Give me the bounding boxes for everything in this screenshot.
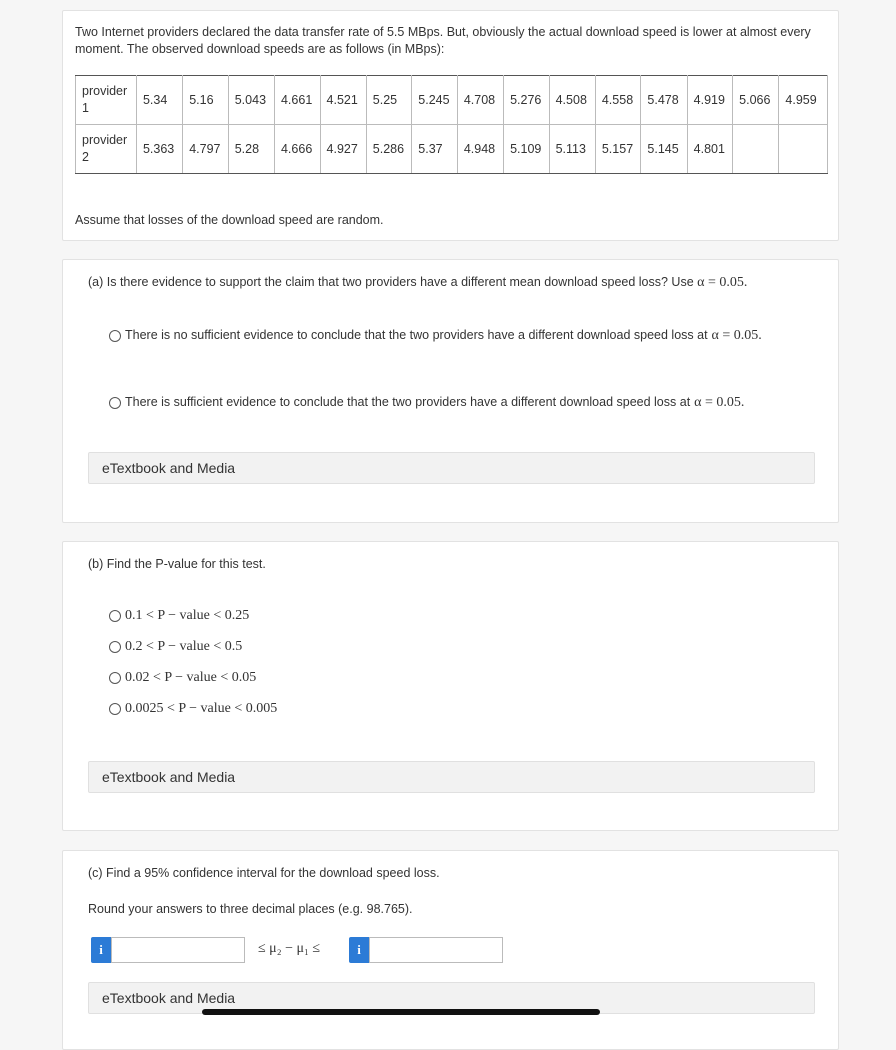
table-cell: 5.245 [412,76,458,125]
upper-bound-input[interactable] [369,937,503,963]
table-row [76,76,828,125]
radio-button[interactable] [109,703,121,715]
horizontal-scrollbar[interactable] [202,1009,600,1015]
table-cell: 5.109 [504,125,550,174]
table-cell: 5.363 [136,125,182,174]
part-b-option-1[interactable] [109,608,249,624]
table-cell: 4.927 [320,125,366,174]
lower-bound-input[interactable] [111,937,245,963]
part-b-question: (b) Find the P-value for this test. [88,557,266,571]
part-b-option-2[interactable] [109,639,242,655]
radio-button[interactable] [109,330,121,342]
etextbook-media-button[interactable]: eTextbook and Media [88,452,815,484]
intro-card [62,10,839,241]
table-cell [779,125,828,174]
part-a-alpha: α = 0.05. [697,275,748,290]
part-a-card [62,259,839,523]
radio-button[interactable] [109,641,121,653]
etextbook-media-button[interactable]: eTextbook and Media [88,982,815,1014]
radio-button[interactable] [109,672,121,684]
option-label: There is sufficient evidence to conclude that the two providers have a different download speed loss at [125,395,691,409]
download-speed-table [75,75,828,174]
table-cell: 4.708 [457,76,503,125]
radio-button[interactable] [109,397,121,409]
table-cell: 5.276 [504,76,550,125]
table-cell: 4.508 [549,76,595,125]
table-cell: 5.145 [641,125,687,174]
table-cell: 5.478 [641,76,687,125]
table-cell: 5.157 [595,125,641,174]
table-cell: 5.37 [412,125,458,174]
option-label: 0.1 < P − value < 0.25 [125,608,250,623]
etextbook-media-button[interactable]: eTextbook and Media [88,761,815,793]
part-b-option-4[interactable] [109,701,277,717]
table-cell: 5.043 [228,76,274,125]
table-cell: 4.661 [274,76,320,125]
option-label: There is no sufficient evidence to conclude that the two providers have a different download speed loss at [125,328,708,342]
table-cell: 4.959 [779,76,828,125]
row-label: provider 1 [76,76,137,125]
table-cell: 5.34 [136,76,182,125]
table-cell [733,125,779,174]
part-c-question: (c) Find a 95% confidence interval for the download speed loss. [88,866,440,880]
table-cell: 5.16 [183,76,229,125]
table-cell: 5.286 [366,125,412,174]
part-a-option-1[interactable] [109,327,762,344]
table-cell: 4.948 [457,125,503,174]
assumption-text: Assume that losses of the download speed are random. [75,213,384,227]
intro-line-2: moment. The observed download speeds are as follows (in MBps): [75,42,445,56]
row-label: provider 2 [76,125,137,174]
rounding-instruction: Round your answers to three decimal places (e.g. 98.765). [88,902,413,916]
part-b-card [62,541,839,831]
option-label: 0.2 < P − value < 0.5 [125,639,243,654]
table-cell: 4.801 [687,125,733,174]
table-cell: 4.666 [274,125,320,174]
option-label: 0.02 < P − value < 0.05 [125,670,257,685]
table-row [76,125,828,174]
info-icon[interactable]: i [91,937,111,963]
option-label: 0.0025 < P − value < 0.005 [125,701,278,716]
radio-button[interactable] [109,610,121,622]
info-icon[interactable]: i [349,937,369,963]
part-a-option-2[interactable] [109,394,744,411]
part-b-option-3[interactable] [109,670,256,686]
table-cell: 5.066 [733,76,779,125]
table-cell: 4.919 [687,76,733,125]
part-c-card [62,850,839,1050]
table-cell: 4.797 [183,125,229,174]
intro-line-1: Two Internet providers declared the data transfer rate of 5.5 MBps. But, obviously the actual download speed is lower at almost every [75,25,811,39]
inequality-label: ≤ μ₂ − μ₁ ≤ [258,941,321,956]
table-cell: 5.28 [228,125,274,174]
option-alpha: α = 0.05. [711,327,762,343]
option-alpha: α = 0.05. [694,394,745,410]
table-cell: 5.113 [549,125,595,174]
table-cell: 5.25 [366,76,412,125]
part-a-question [88,274,747,291]
table-cell: 4.521 [320,76,366,125]
part-a-question-text: (a) Is there evidence to support the claim that two providers have a different mean download speed loss? Use [88,275,694,289]
table-cell: 4.558 [595,76,641,125]
